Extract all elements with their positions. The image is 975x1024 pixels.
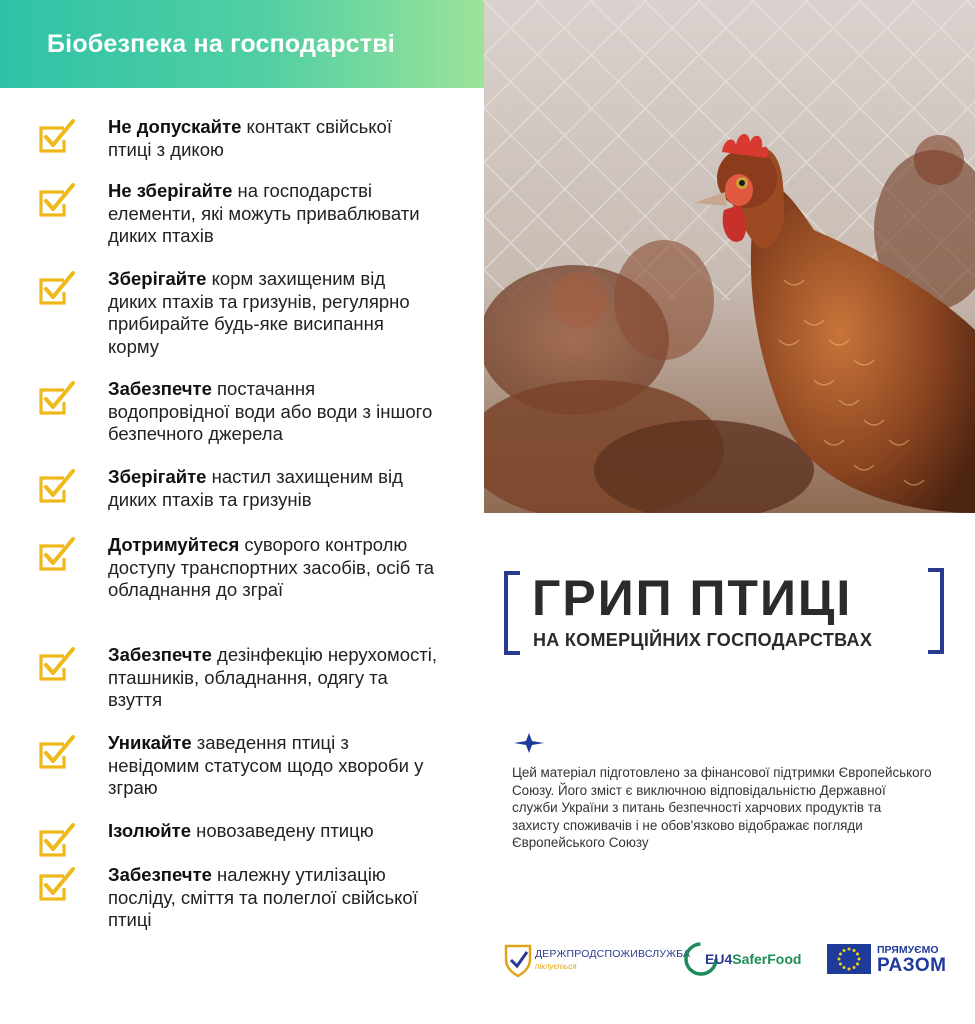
checklist-item-detail: належну утилізацію посліду, сміття та полеглої свійської птиці <box>108 864 418 930</box>
eu4-suffix: SaferFood <box>732 951 802 967</box>
checklist-item-action: Не допускайте <box>108 116 242 137</box>
checklist-item-detail: на господарстві елементи, які можуть приваблювати диких птахів <box>108 180 420 246</box>
checkbox-checked-icon <box>38 380 76 416</box>
together-logo-bottom: РАЗОМ <box>877 955 947 976</box>
checklist-item-text <box>108 116 438 161</box>
checkbox-checked-icon <box>38 646 76 682</box>
eu-flag-icon <box>827 944 871 974</box>
checklist-item-action: Забезпечте <box>108 378 212 399</box>
main-title: ГРИП ПТИЦІ <box>532 570 853 626</box>
checkbox-checked-icon <box>38 536 76 572</box>
checklist-item-action: Зберігайте <box>108 268 207 289</box>
checklist-item-detail: настил захищеним від диких птахів та гризунів <box>108 466 403 510</box>
checkbox-checked-icon <box>38 182 76 218</box>
checklist-item-detail: дезінфекцію нерухомості, пташників, обладнання, одягу та взуття <box>108 644 437 710</box>
sub-title: НА КОМЕРЦІЙНИХ ГОСПОДАРСТВАХ <box>533 630 873 650</box>
checklist-item-detail: корм захищеним від диких птахів та гризунів, регулярно прибирайте будь-яке висипання корму <box>108 268 410 357</box>
checkbox-checked-icon <box>38 866 76 902</box>
checklist-item-detail: постачання водопровідної води або води з іншого безпечного джерела <box>108 378 433 444</box>
checklist-item-action: Забезпечте <box>108 644 212 665</box>
checkbox-checked-icon <box>38 270 76 306</box>
checklist-item-text <box>108 268 438 358</box>
checkbox-checked-icon <box>38 822 76 858</box>
checklist-item-detail: контакт свійської птиці з дикою <box>108 116 392 160</box>
chicken-photo <box>484 0 975 513</box>
checklist-item-text <box>108 820 438 843</box>
funding-disclaimer: Цей матеріал підготовлено за фінансової підтримки Європейського Союзу. Його зміст є виключною відповідальністю Державної служби України з питань безпечності харчових продуктів та захисту споживачів і не обов'язково відображає погляди Європейського Союзу <box>512 765 932 851</box>
together-logo <box>827 942 957 978</box>
checklist-item-detail: суворого контролю доступу транспортних засобів, осіб та обладнання до зграї <box>108 534 435 600</box>
eu4-prefix: EU4 <box>705 951 733 967</box>
eu-star-icon <box>514 733 544 753</box>
dps-logo <box>503 942 691 978</box>
checklist-item-action: Не зберігайте <box>108 180 233 201</box>
checklist-item-action: Дотримуйтеся <box>108 534 240 555</box>
checklist-item-text <box>108 644 438 712</box>
together-logo-top: ПРЯМУЄМО <box>877 944 939 956</box>
eu4saferfood-text <box>705 951 801 967</box>
header-title: Біобезпека на господарстві <box>47 30 395 58</box>
checklist-item-detail: новозаведену птицю <box>191 820 374 841</box>
checkbox-checked-icon <box>38 734 76 770</box>
checklist-item-action: Зберігайте <box>108 466 207 487</box>
checklist-item-text <box>108 534 438 602</box>
biosecurity-checklist <box>0 0 484 1024</box>
checklist-item-text <box>108 378 438 446</box>
eu4saferfood-logo <box>683 940 808 978</box>
bracket-left <box>504 571 520 655</box>
checklist-item-action: Забезпечте <box>108 864 212 885</box>
title-block <box>500 566 950 654</box>
chicken-illustration <box>484 0 975 513</box>
dps-logo-tagline: піклується <box>535 962 577 971</box>
checkbox-checked-icon <box>38 468 76 504</box>
eu-flag-stars <box>827 944 871 974</box>
checklist-item-action: Уникайте <box>108 732 192 753</box>
checklist-item-text <box>108 466 438 511</box>
checklist-item-action: Ізолюйте <box>108 820 191 841</box>
checklist-item-detail: заведення птиці з невідомим статусом щодо хвороби у зграю <box>108 732 424 798</box>
bracket-right <box>928 568 944 654</box>
checklist-item-text <box>108 864 438 932</box>
checklist-item-text <box>108 180 438 248</box>
dps-logo-text: ДЕРЖПРОДСПОЖИВСЛУЖБА <box>535 948 691 960</box>
checklist-item-text <box>108 732 438 800</box>
checkbox-checked-icon <box>38 118 76 154</box>
dps-shield-icon <box>503 942 533 978</box>
